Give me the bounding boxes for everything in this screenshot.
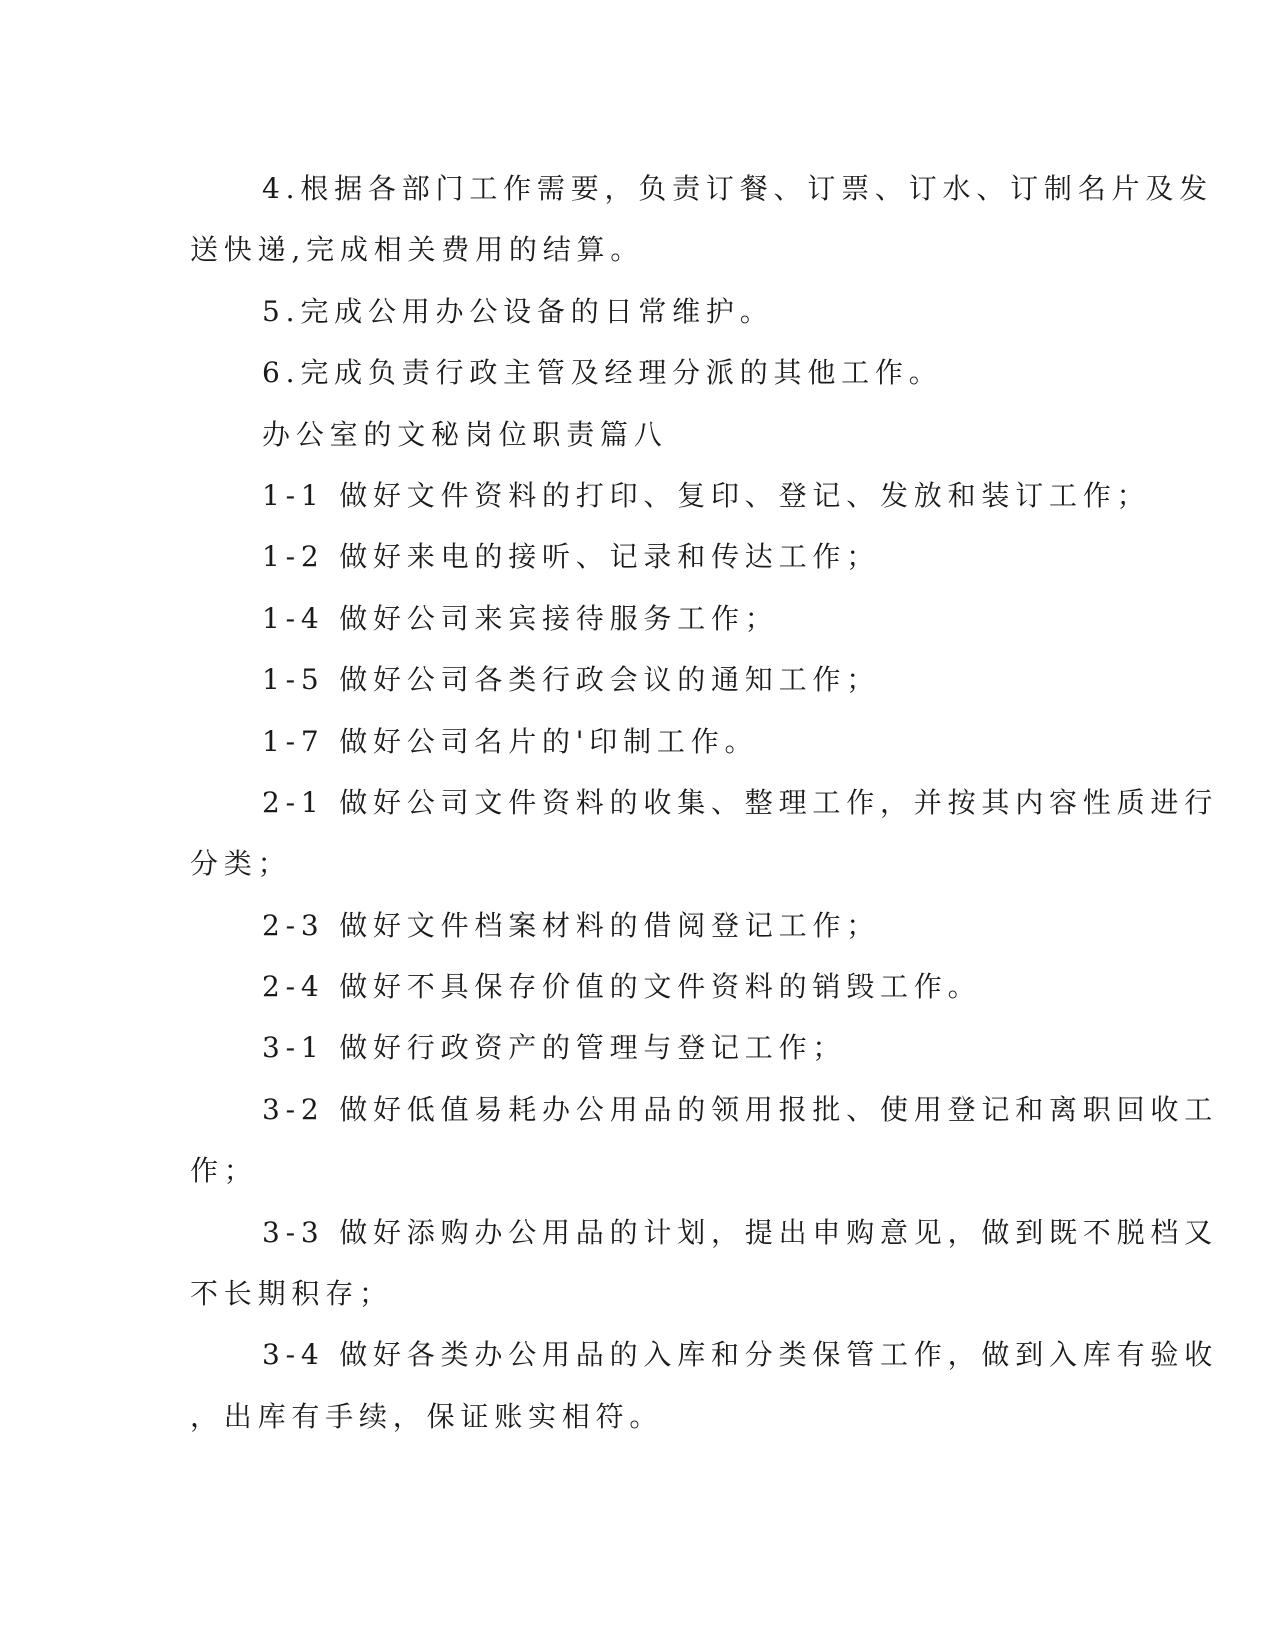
paragraph-line: 1-1 做好文件资料的打印、复印、登记、发放和装订工作； (262, 478, 1151, 512)
paragraph-line: 1-5 做好公司各类行政会议的通知工作； (262, 663, 880, 697)
paragraph-line: 6.完成负责行政主管及经理分派的其他工作。 (262, 356, 943, 390)
paragraph-line: 3-2 做好低值易耗办公用品的领用报批、使用登记和离职回收工 (262, 1092, 1218, 1126)
paragraph-line: 3-1 做好行政资产的管理与登记工作； (262, 1031, 847, 1065)
paragraph-line: 分类； (190, 847, 292, 881)
paragraph-line: 3-3 做好添购办公用品的计划，提出申购意见，做到既不脱档又 (262, 1215, 1218, 1249)
paragraph-line: 4.根据各部门工作需要，负责订餐、订票、订水、订制名片及发 (262, 172, 1213, 205)
paragraph-line: 3-4 做好各类办公用品的入库和分类保管工作，做到入库有验收 (262, 1338, 1218, 1372)
document-body (190, 158, 1218, 1447)
paragraph-line: 2-1 做好公司文件资料的收集、整理工作，并按其内容性质进行 (262, 785, 1218, 819)
paragraph-line: 不长期积存； (190, 1277, 393, 1311)
paragraph-line: 2-4 做好不具保存价值的文件资料的销毁工作。 (262, 970, 982, 1004)
paragraph-line: 5.完成公用办公设备的日常维护。 (262, 294, 774, 328)
section-heading: 办公室的文秘岗位职责篇八 (262, 417, 668, 451)
paragraph-line: 2-3 做好文件档案材料的借阅登记工作； (262, 908, 880, 942)
paragraph-line: ，出库有手续，保证账实相符。 (190, 1399, 664, 1433)
paragraph-line: 作； (190, 1154, 258, 1188)
paragraph-line: 1-7 做好公司名片的'印制工作。 (262, 724, 759, 758)
paragraph-line: 1-4 做好公司来宾接待服务工作； (262, 601, 779, 635)
paragraph-line: 送快递,完成相关费用的结算。 (190, 233, 645, 267)
paragraph-line: 1-2 做好来电的接听、记录和传达工作； (262, 540, 880, 574)
